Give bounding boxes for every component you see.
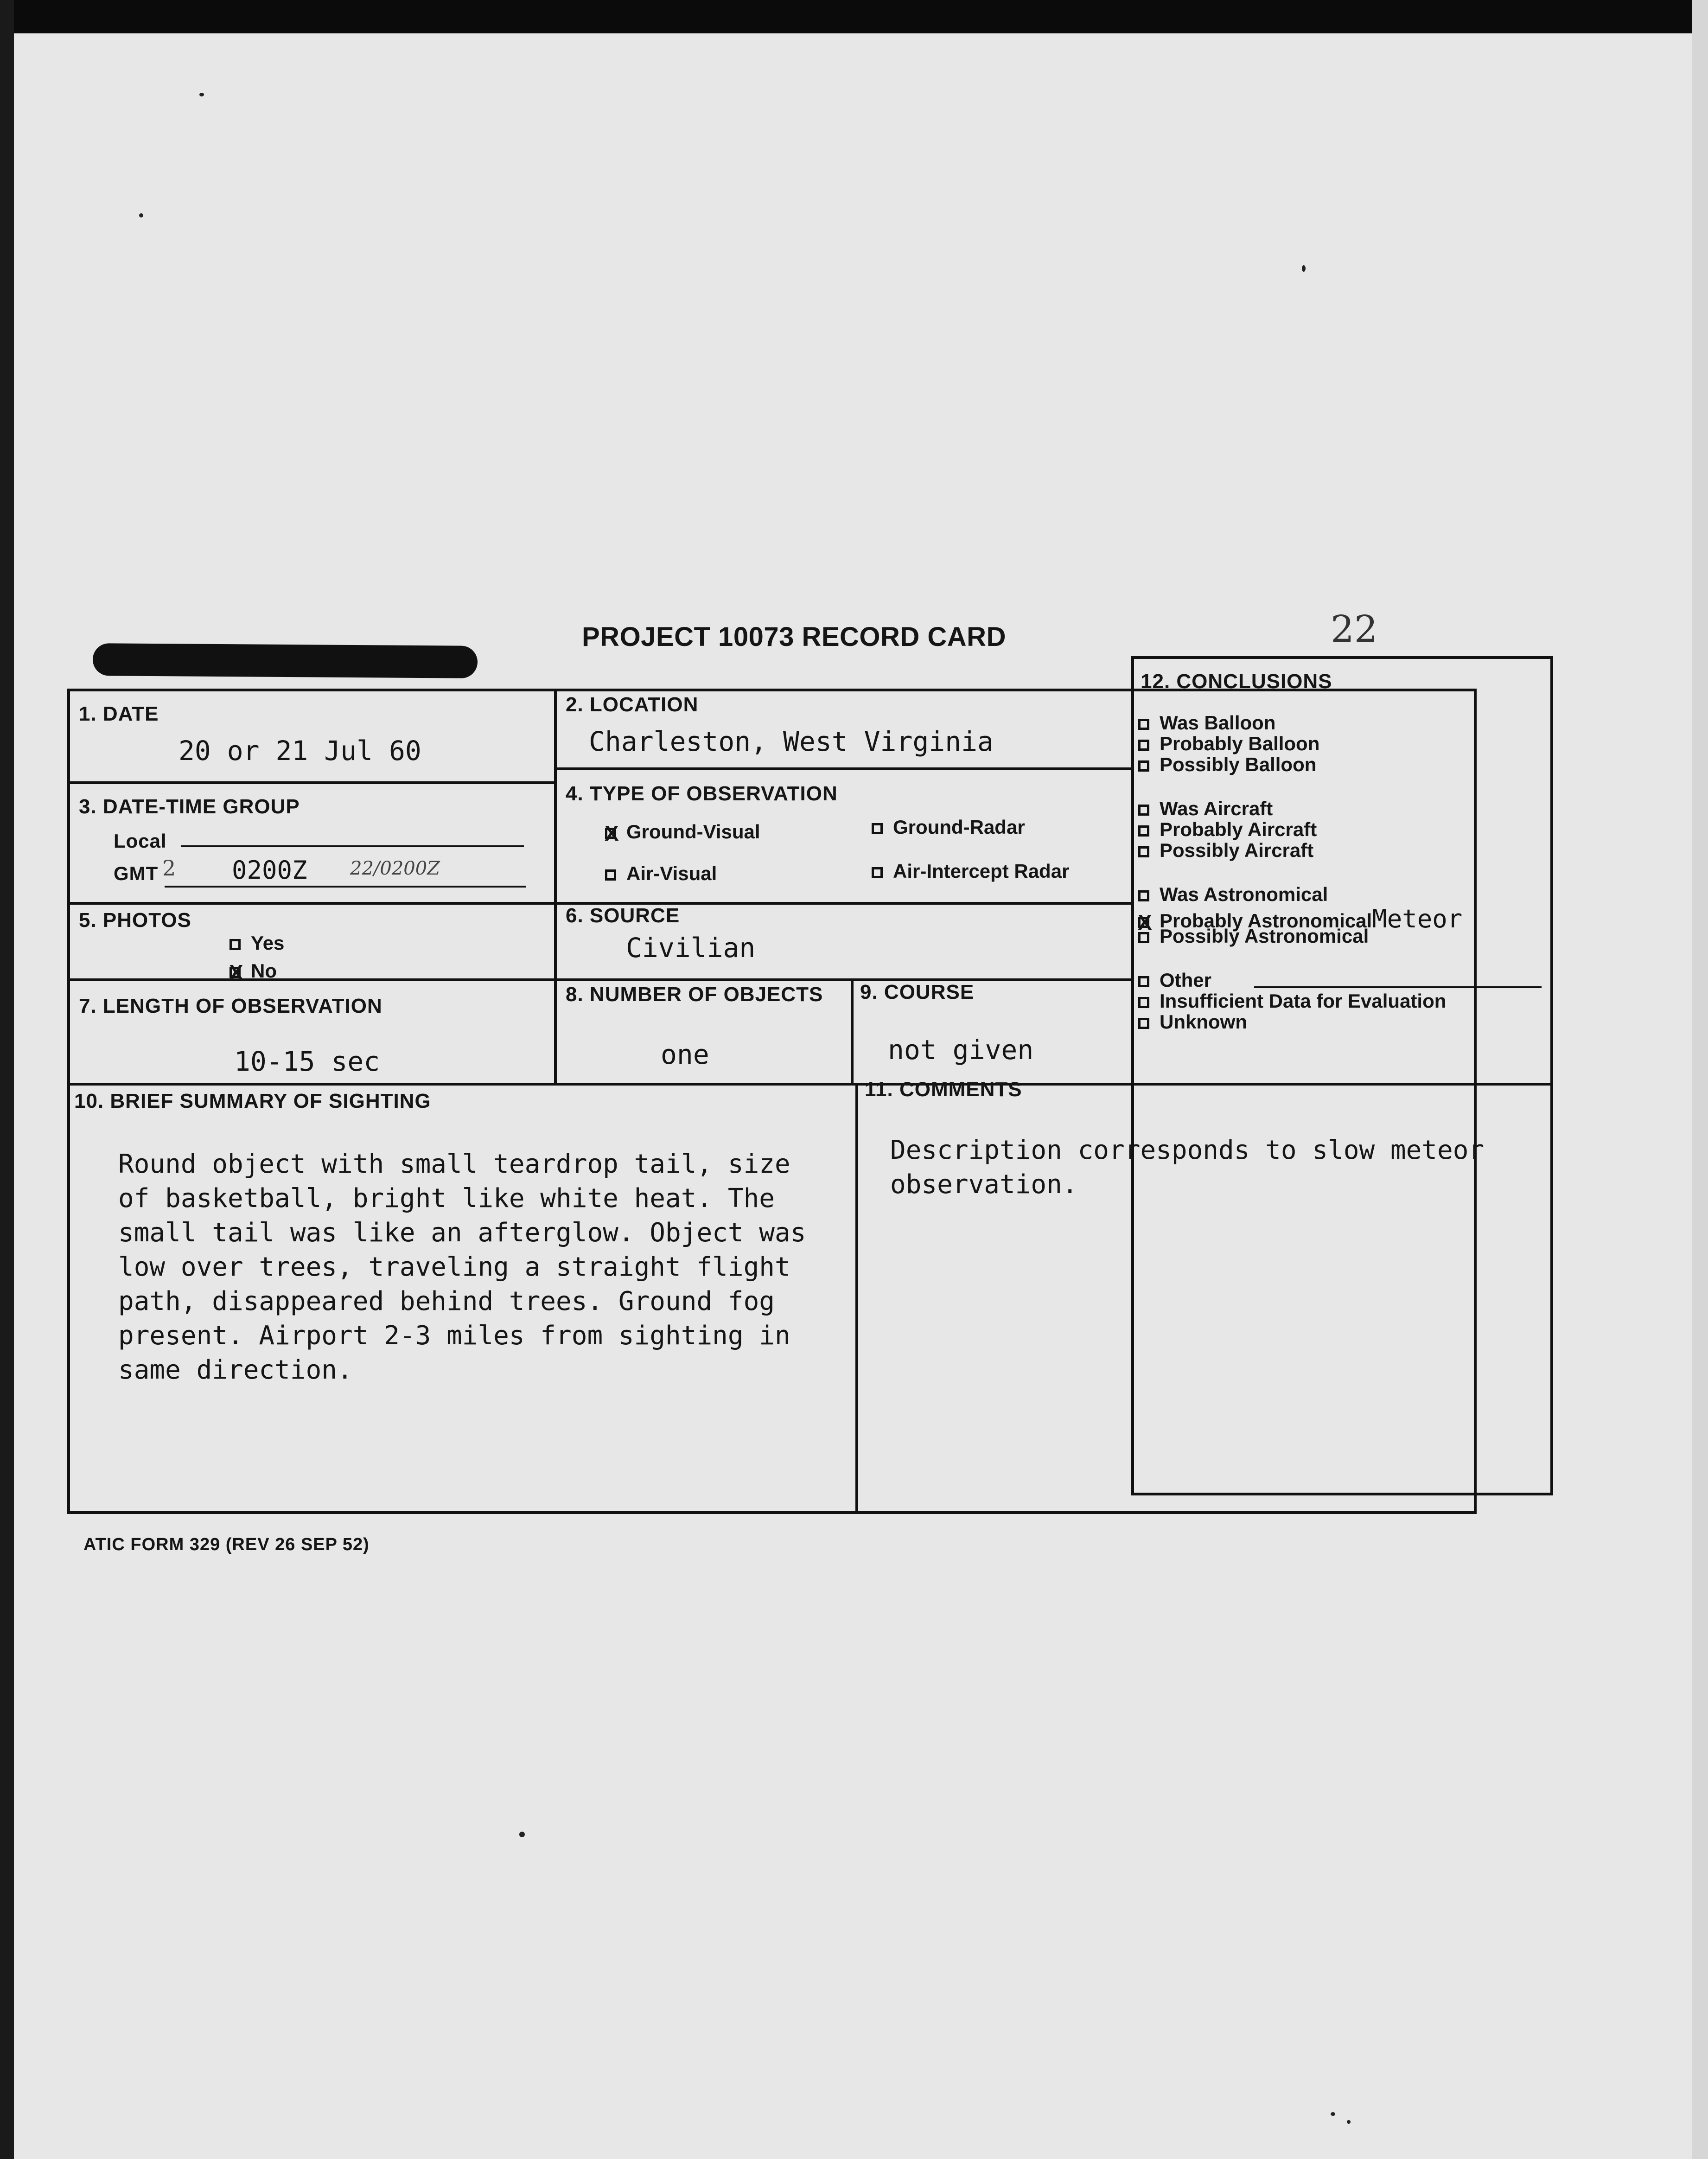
checkbox-other[interactable] [1138,976,1149,987]
column-divider [855,1083,858,1514]
option-probably-balloon: Probably Balloon [1138,733,1319,755]
checkbox-unknown[interactable] [1138,1018,1149,1029]
checkbox-possibly-aircraft[interactable] [1138,846,1149,857]
row-divider [67,1083,1551,1086]
gmt-value: 0200Z [232,856,307,885]
date-value: 20 or 21 Jul 60 [178,735,421,767]
date-label: 1. DATE [79,703,159,725]
source-value: Civilian [626,932,756,964]
option-unknown: Unknown [1138,1011,1247,1033]
checkbox-ground-visual[interactable] [605,828,616,839]
summary-line: present. Airport 2-3 miles from sighting in [118,1321,790,1351]
option-was-astronomical: Was Astronomical [1138,883,1328,906]
summary-line: small tail was like an afterglow. Object was [118,1218,806,1248]
option-probably-astronomical: XProbably AstronomicalMeteor [1138,904,1462,933]
option-insufficient-data: Insufficient Data for Evaluation [1138,990,1446,1012]
local-time-line [181,845,524,847]
summary-line: Round object with small teardrop tail, size [118,1149,790,1179]
option-photos-no: XNo [229,960,277,982]
checkbox-insufficient-data[interactable] [1138,997,1149,1008]
gmt-label: GMT [114,862,159,884]
gmt-handwritten-note: 22/0200Z [350,858,440,879]
comments-line: Description corresponds to slow meteor [890,1135,1485,1165]
location-label: 2. LOCATION [566,693,699,716]
gmt-line [165,886,526,888]
option-possibly-aircraft: Possibly Aircraft [1138,839,1313,862]
checkbox-was-balloon[interactable] [1138,719,1149,730]
location-value: Charleston, West Virginia [589,726,994,757]
photos-label: 5. PHOTOS [79,909,191,932]
summary-text [118,1113,806,1456]
option-possibly-astronomical: Possibly Astronomical [1138,925,1369,947]
option-ground-visual: XGround-Visual [605,821,760,843]
record-card [67,656,1553,1514]
option-photos-yes: Yes [229,932,284,954]
card-title: PROJECT 10073 RECORD CARD [582,622,1006,652]
number-of-objects-value: one [661,1039,709,1070]
option-possibly-balloon: Possibly Balloon [1138,754,1316,776]
number-of-objects-label: 8. NUMBER OF OBJECTS [566,983,823,1006]
column-divider [554,689,557,1083]
scan-speck [1347,2120,1351,2124]
summary-line: same direction. [118,1355,353,1385]
scan-speck [519,1832,525,1837]
gmt-prefix: 2 [162,856,176,881]
checkbox-ground-radar[interactable] [872,823,883,834]
option-other: Other [1138,969,1211,991]
course-value: not given [888,1034,1034,1066]
checkbox-was-aircraft[interactable] [1138,805,1149,816]
conclusions-label: 12. CONCLUSIONS [1141,670,1332,693]
scan-speck [1331,2112,1335,2116]
option-air-visual: Air-Visual [605,862,717,885]
length-value: 10-15 sec [234,1046,380,1077]
option-was-aircraft: Was Aircraft [1138,798,1273,820]
column-divider [851,978,854,1083]
summary-line: low over trees, traveling a straight flight [118,1252,790,1282]
comments-label: 11. COMMENTS [865,1078,1022,1101]
date-time-group-label: 3. DATE-TIME GROUP [79,795,300,818]
checkbox-air-visual[interactable] [605,869,616,881]
checkbox-was-astronomical[interactable] [1138,890,1149,901]
option-probably-aircraft: Probably Aircraft [1138,818,1317,841]
row-divider [554,767,1134,770]
scan-right-edge [1692,0,1708,2159]
source-label: 6. SOURCE [566,904,680,927]
checkbox-probably-balloon[interactable] [1138,740,1149,751]
local-time-label: Local [114,830,167,852]
scan-left-border [0,0,14,2159]
option-air-intercept-radar: Air-Intercept Radar [872,860,1069,882]
course-label: 9. COURSE [860,981,975,1003]
other-line [1254,986,1542,988]
scan-speck [1302,265,1306,272]
form-footer: ATIC FORM 329 (REV 26 SEP 52) [83,1535,370,1554]
comments-text [890,1099,1484,1271]
conclusions-frame [1131,656,1553,1495]
scan-speck [139,213,143,217]
checkbox-air-intercept-radar[interactable] [872,867,883,878]
row-divider [67,781,554,784]
scan-speck [199,93,204,96]
checkbox-photos-no[interactable] [229,967,241,978]
checkbox-probably-aircraft[interactable] [1138,825,1149,837]
option-ground-radar: Ground-Radar [872,816,1025,838]
scan-top-border [0,0,1708,33]
summary-line: of basketball, bright like white heat. The [118,1183,775,1214]
checkbox-possibly-astronomical[interactable] [1138,932,1149,943]
checkbox-photos-yes[interactable] [229,939,241,950]
corner-handwritten-note: 22 [1331,607,1378,651]
summary-label: 10. BRIEF SUMMARY OF SIGHTING [74,1090,431,1112]
probably-astronomical-note: Meteor [1372,904,1463,933]
length-label: 7. LENGTH OF OBSERVATION [79,995,382,1017]
observation-type-label: 4. TYPE OF OBSERVATION [566,782,838,805]
summary-line: path, disappeared behind trees. Ground fog [118,1286,775,1316]
comments-line: observation. [890,1169,1078,1200]
checkbox-possibly-balloon[interactable] [1138,760,1149,772]
option-was-balloon: Was Balloon [1138,712,1275,734]
